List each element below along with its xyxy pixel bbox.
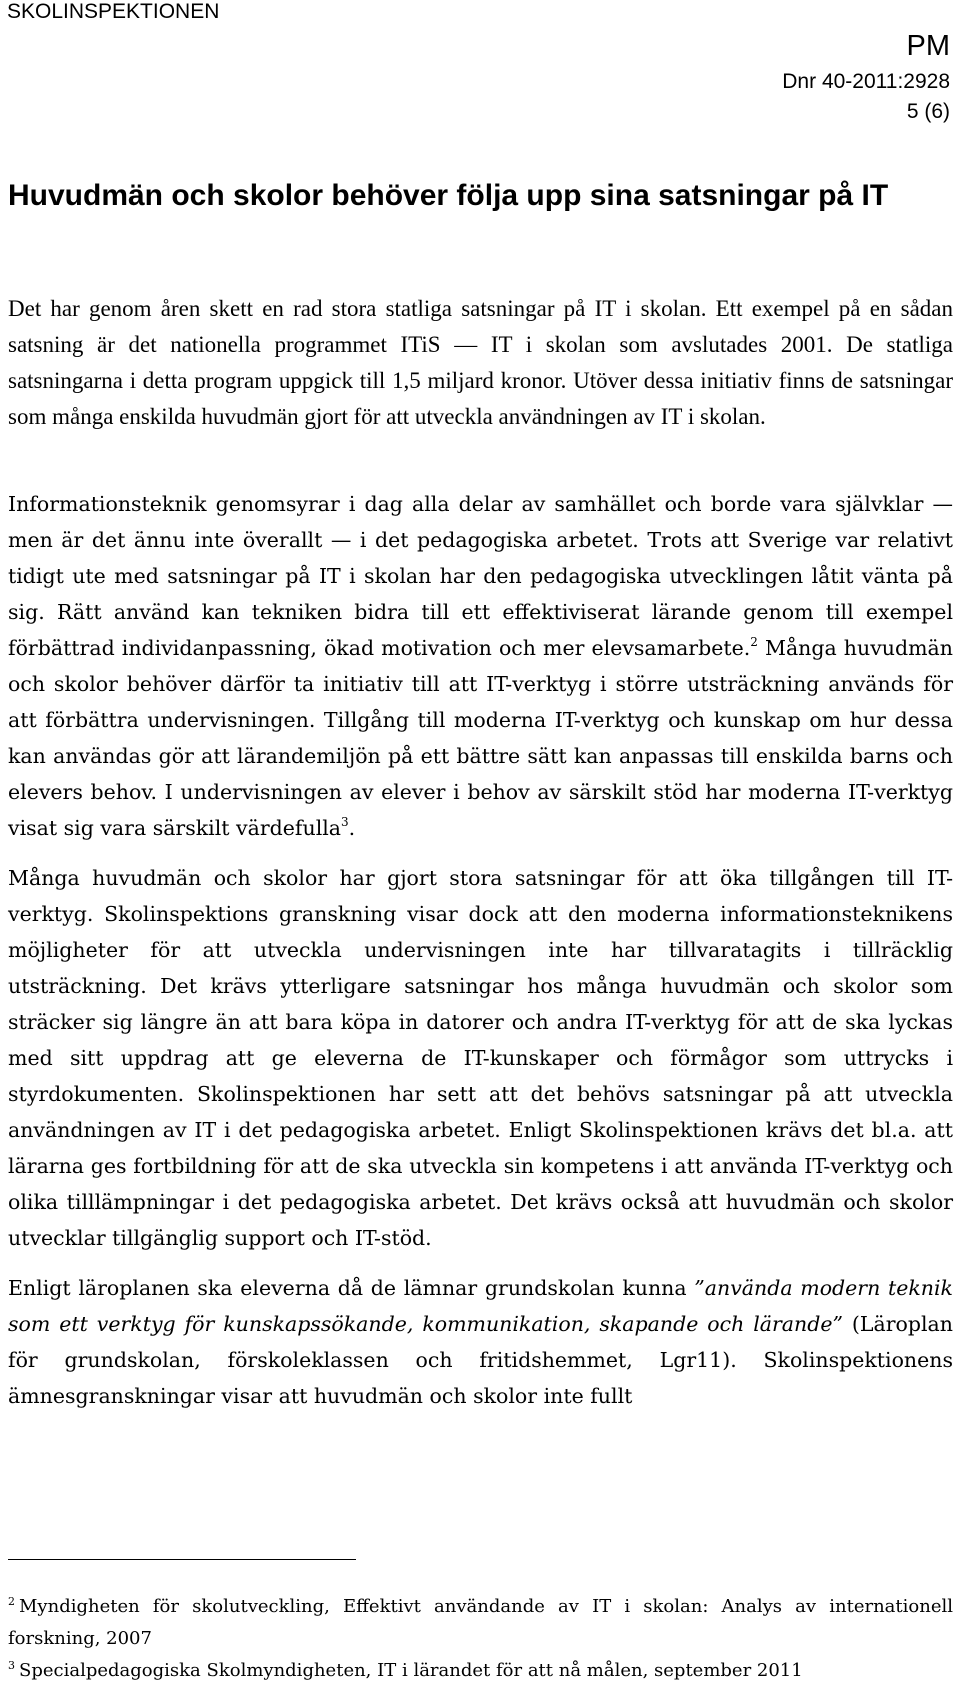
- document-type: PM: [906, 30, 950, 62]
- paragraph-4-part-a: Enligt läroplanen ska eleverna då de lämnar grundskolan kunna: [8, 1276, 695, 1300]
- reference-number: Dnr 40-2011:2928: [782, 70, 950, 93]
- paragraph-2-part-c: .: [348, 816, 356, 840]
- paragraph-1: Det har genom åren skett en rad stora statliga satsningar på IT i skolan. Ett exempel på en sådan satsning är det nationella programmet ITiS — IT i skolan som avslutades 2001. De statliga satsningarna i detta program uppgick till 1,5 miljard kronor. Utöver dessa initiativ finns de satsningar som många enskilda huvudmän gjort för att utveckla användningen av IT i skolan.: [8, 296, 953, 429]
- paragraph-intro: [8, 291, 953, 449]
- paragraph-2-part-a: Informationsteknik genomsyrar i dag alla delar av samhället och borde vara självklar — men är det ännu inte överallt — i det pedagogiska arbetet. Trots att Sverige var relativt tidigt ute med satsningar på IT i skolan har den pedagogiska utvecklingen låtit vänta på sig. Rätt använd kan tekniken bidra till ett effektiviserat lärande genom till exempel förbättrad individanpassning, ökad motivation och mer elevsamarbete.: [8, 492, 953, 660]
- footnote-number: 3: [8, 1659, 15, 1672]
- curriculum-quote: ”använda modern teknik som ett verktyg för kunskapssökande, kommunikation, skapande och lärande”: [8, 1276, 953, 1336]
- organization-name: SKOLINSPEKTIONEN: [7, 0, 220, 23]
- footnote-text: Myndigheten för skolutveckling, Effektivt användande av IT i skolan: Analys av internationell forskning, 2007: [8, 1596, 953, 1649]
- footnote-divider: [8, 1559, 356, 1560]
- page-number: 5 (6): [906, 100, 950, 123]
- paragraph-4: [8, 1270, 953, 1414]
- paragraph-2: [8, 486, 953, 846]
- paragraph-2-part-b: Många huvudmän och skolor behöver därför ta initiativ till att IT-verktyg i större utsträckning används för att förbättra undervisningen. Tillgång till moderna IT-verktyg och kunskap om hur dessa kan användas gör att lärandemiljön på ett bättre sätt kan anpassas till enskilda barns och elevers behov. I undervisningen av elever i behov av särskilt stöd har moderna IT-verktyg visat sig vara särskilt värdefulla: [8, 636, 953, 840]
- footnote-number: 2: [8, 1595, 15, 1608]
- footnote-ref-3: 3: [341, 815, 349, 829]
- footnote-ref-2: 2: [750, 635, 758, 649]
- footnote-3: [8, 1655, 953, 1687]
- section-heading: Huvudmän och skolor behöver följa upp sina satsningar på IT: [8, 179, 889, 212]
- paragraph-4-part-b: (Läroplan för grundskolan, förskoleklassen och fritidshemmet, Lgr11). Skolinspektionens ämnesgranskningar visar att huvudmän och skolor inte fullt: [8, 1312, 953, 1408]
- footnote-2: [8, 1591, 953, 1655]
- paragraph-3: Många huvudmän och skolor har gjort stora satsningar för att öka tillgången till IT-verktyg. Skolinspektions granskning visar dock att den moderna informationsteknikens möjligheter för att utveckla undervisningen inte har tillvaratagits i tillräcklig utsträckning. Det krävs ytterligare satsningar hos många huvudmän och skolor som sträcker sig längre än att bara köpa in datorer och andra IT-verktyg för att de ska lyckas med sitt uppdrag att ge eleverna de IT-kunskaper och förmågor som uttrycks i styrdokumenten. Skolinspektionen har sett att det behövs satsningar på att utveckla användningen av IT i det pedagogiska arbetet. Enligt Skolinspektionen krävs det bl.a. att lärarna ges fortbildning för att de ska utveckla sin kompetens i att använda IT-verktyg och olika tilllämpningar i det pedagogiska arbetet. Det krävs också att huvudmän och skolor utvecklar tillgänglig support och IT-stöd.: [8, 866, 953, 1250]
- body-text: [8, 486, 953, 1428]
- footnote-text: Specialpedagogiska Skolmyndigheten, IT i lärandet för att nå målen, september 2011: [19, 1660, 803, 1681]
